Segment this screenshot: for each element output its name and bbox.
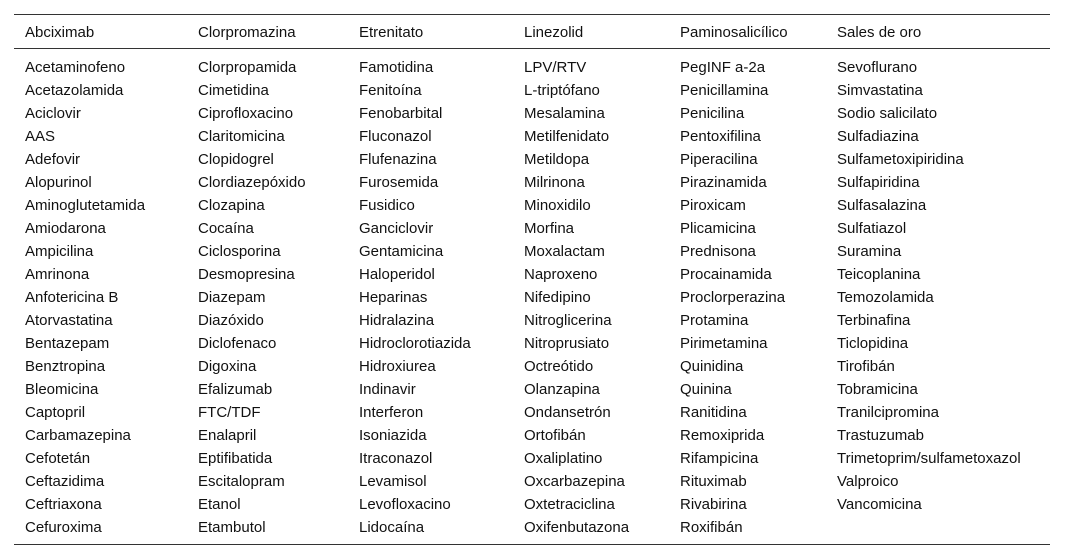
table-row — [14, 516, 1050, 545]
table-cell: Bentazepam — [25, 335, 110, 352]
column-header: Sales de oro — [837, 23, 922, 41]
table-row — [14, 309, 1050, 332]
table-header — [14, 15, 1050, 49]
table-row — [14, 79, 1050, 102]
table-cell: Vancomicina — [837, 496, 922, 513]
drug-table-container — [14, 14, 1050, 545]
table-cell: LPV/RTV — [524, 59, 587, 76]
table-row — [14, 217, 1050, 240]
drug-table — [14, 14, 1050, 545]
table-cell: Trimetoprim/sulfametoxazol — [837, 450, 1021, 467]
table-cell: Clozapina — [198, 197, 265, 214]
table-cell: Piperacilina — [680, 151, 758, 168]
table-cell: Carbamazepina — [25, 427, 131, 444]
table-cell: Quinidina — [680, 358, 744, 375]
table-cell: Cimetidina — [198, 82, 269, 99]
table-cell: Captopril — [25, 404, 86, 421]
table-cell: Haloperidol — [359, 266, 435, 283]
table-cell: Protamina — [680, 312, 749, 329]
table-cell: Olanzapina — [524, 381, 600, 398]
table-cell: Moxalactam — [524, 243, 605, 260]
table-row — [14, 240, 1050, 263]
table-cell: Fusidico — [359, 197, 415, 214]
table-row — [14, 194, 1050, 217]
table-cell: Naproxeno — [524, 266, 598, 283]
table-cell: Nitroglicerina — [524, 312, 612, 329]
table-cell: Teicoplanina — [837, 266, 921, 283]
table-cell: Clorpropamida — [198, 59, 297, 76]
table-cell: Diclofenaco — [198, 335, 277, 352]
table-cell: Oxaliplatino — [524, 450, 603, 467]
table-cell: Terbinafina — [837, 312, 911, 329]
table-cell: Bleomicina — [25, 381, 99, 398]
table-cell: Sevoflurano — [837, 59, 918, 76]
table-cell: Atorvastatina — [25, 312, 113, 329]
table-cell: Ganciclovir — [359, 220, 434, 237]
table-cell: Tirofibán — [837, 358, 895, 375]
table-cell: Roxifibán — [680, 519, 743, 536]
table-cell: Fenobarbital — [359, 105, 443, 122]
table-cell: Ciclosporina — [198, 243, 281, 260]
table-row — [14, 424, 1050, 447]
table-cell: Metilfenidato — [524, 128, 610, 145]
table-cell: Oxtetraciclina — [524, 496, 615, 513]
table-row — [14, 263, 1050, 286]
column-header: Paminosalicílico — [680, 23, 788, 41]
table-cell: Cefotetán — [25, 450, 91, 467]
table-cell: Gentamicina — [359, 243, 444, 260]
table-row — [14, 493, 1050, 516]
table-cell: Desmopresina — [198, 266, 295, 283]
table-cell: Suramina — [837, 243, 902, 260]
table-cell: Tobramicina — [837, 381, 918, 398]
table-cell: Remoxiprida — [680, 427, 765, 444]
table-cell: Rivabirina — [680, 496, 747, 513]
table-cell: Sulfasalazina — [837, 197, 927, 214]
table-cell: Penicilina — [680, 105, 745, 122]
column-header: Etrenitato — [359, 23, 424, 41]
table-cell: Fluconazol — [359, 128, 432, 145]
table-cell: Levofloxacino — [359, 496, 451, 513]
table-cell: Quinina — [680, 381, 732, 398]
table-row — [14, 378, 1050, 401]
table-cell: Trastuzumab — [837, 427, 924, 444]
table-cell: Benztropina — [25, 358, 106, 375]
table-cell: Anfotericina B — [25, 289, 119, 306]
table-cell: Heparinas — [359, 289, 428, 306]
table-cell: Pentoxifilina — [680, 128, 761, 145]
table-cell: Cefuroxima — [25, 519, 102, 536]
table-cell: Pirazinamida — [680, 174, 767, 191]
table-cell: Clopidogrel — [198, 151, 274, 168]
table-cell: Digoxina — [198, 358, 257, 375]
table-cell: Rituximab — [680, 473, 747, 490]
table-cell: Ciprofloxacino — [198, 105, 294, 122]
header-row — [14, 15, 1050, 49]
table-cell: Claritomicina — [198, 128, 285, 145]
table-cell: Escitalopram — [198, 473, 285, 490]
table-cell: Tranilcipromina — [837, 404, 939, 421]
table-cell: Octreótido — [524, 358, 594, 375]
table-cell: PegINF a-2a — [680, 59, 766, 76]
table-cell: Furosemida — [359, 174, 439, 191]
table-cell: Plicamicina — [680, 220, 756, 237]
table-cell: Hidralazina — [359, 312, 435, 329]
table-row — [14, 49, 1050, 80]
table-cell: AAS — [25, 128, 56, 145]
table-cell: Hidroclorotiazida — [359, 335, 471, 352]
table-cell — [826, 516, 1050, 545]
table-cell: Ranitidina — [680, 404, 747, 421]
table-cell: Piroxicam — [680, 197, 746, 214]
table-cell: Oxifenbutazona — [524, 519, 630, 536]
table-cell: Levamisol — [359, 473, 427, 490]
table-row — [14, 102, 1050, 125]
table-cell: Aminoglutetamida — [25, 197, 146, 214]
table-cell: Penicillamina — [680, 82, 769, 99]
table-cell: Sulfametoxipiridina — [837, 151, 964, 168]
column-header: Linezolid — [524, 23, 584, 41]
table-cell: Sodio salicilato — [837, 105, 938, 122]
table-cell: Famotidina — [359, 59, 434, 76]
table-cell: Etanol — [198, 496, 241, 513]
table-body — [14, 49, 1050, 545]
table-cell: Proclorperazina — [680, 289, 786, 306]
table-cell: Efalizumab — [198, 381, 273, 398]
table-row — [14, 148, 1050, 171]
table-cell: Enalapril — [198, 427, 257, 444]
table-cell: FTC/TDF — [198, 404, 261, 421]
table-cell: Sulfapiridina — [837, 174, 920, 191]
table-cell: Mesalamina — [524, 105, 605, 122]
table-cell: Sulfadiazina — [837, 128, 919, 145]
table-cell: Nifedipino — [524, 289, 591, 306]
table-cell: Indinavir — [359, 381, 416, 398]
table-cell: Ticlopidina — [837, 335, 909, 352]
table-cell: Hidroxiurea — [359, 358, 436, 375]
table-cell: Eptifibatida — [198, 450, 273, 467]
column-header: Clorpromazina — [198, 23, 296, 41]
table-cell: Pirimetamina — [680, 335, 768, 352]
table-cell: Oxcarbazepina — [524, 473, 625, 490]
table-cell: Interferon — [359, 404, 424, 421]
table-cell: Diazóxido — [198, 312, 264, 329]
table-cell: Rifampicina — [680, 450, 759, 467]
table-row — [14, 125, 1050, 148]
table-cell: Amrinona — [25, 266, 90, 283]
table-cell: Amiodarona — [25, 220, 106, 237]
table-cell: L-triptófano — [524, 82, 600, 99]
table-cell: Milrinona — [524, 174, 585, 191]
table-cell: Sulfatiazol — [837, 220, 907, 237]
table-cell: Acetaminofeno — [25, 59, 126, 76]
table-cell: Temozolamida — [837, 289, 934, 306]
column-header: Abciximab — [25, 23, 95, 41]
table-cell: Alopurinol — [25, 174, 92, 191]
table-cell: Morfina — [524, 220, 575, 237]
table-cell: Cocaína — [198, 220, 254, 237]
table-row — [14, 401, 1050, 424]
table-cell: Fenitoína — [359, 82, 422, 99]
table-cell: Clordiazepóxido — [198, 174, 306, 191]
table-cell: Metildopa — [524, 151, 590, 168]
table-cell: Diazepam — [198, 289, 266, 306]
table-cell: Valproico — [837, 473, 899, 490]
table-cell: Isoniazida — [359, 427, 427, 444]
table-cell: Ampicilina — [25, 243, 94, 260]
table-cell: Lidocaína — [359, 519, 425, 536]
table-row — [14, 355, 1050, 378]
table-cell: Ortofibán — [524, 427, 586, 444]
table-row — [14, 286, 1050, 309]
table-row — [14, 171, 1050, 194]
table-cell: Ceftazidima — [25, 473, 105, 490]
table-cell: Minoxidilo — [524, 197, 591, 214]
table-cell: Flufenazina — [359, 151, 437, 168]
table-cell: Nitroprusiato — [524, 335, 610, 352]
table-cell: Adefovir — [25, 151, 81, 168]
table-cell: Acetazolamida — [25, 82, 124, 99]
table-cell: Prednisona — [680, 243, 756, 260]
table-cell: Etambutol — [198, 519, 266, 536]
table-cell: Itraconazol — [359, 450, 433, 467]
table-cell: Aciclovir — [25, 105, 81, 122]
table-cell: Ondansetrón — [524, 404, 611, 421]
table-row — [14, 470, 1050, 493]
table-row — [14, 447, 1050, 470]
table-cell: Procainamida — [680, 266, 772, 283]
table-row — [14, 332, 1050, 355]
table-cell: Simvastatina — [837, 82, 923, 99]
table-cell: Ceftriaxona — [25, 496, 102, 513]
